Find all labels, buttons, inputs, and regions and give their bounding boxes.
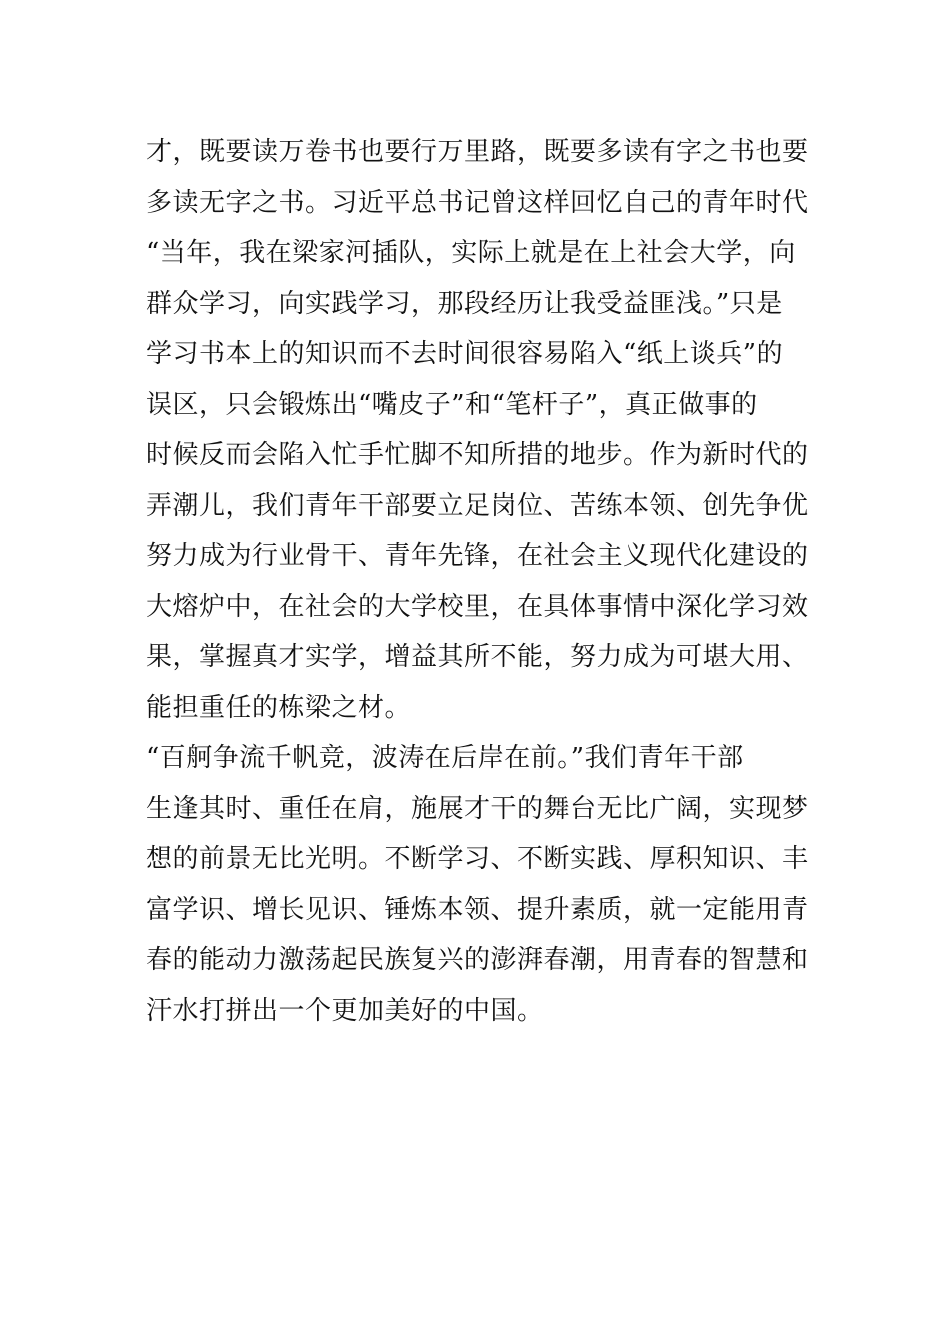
document-body — [146, 127, 809, 1036]
text-line: 果，掌握真才实学，增益其所不能，努力成为可堪大用、 — [146, 642, 809, 672]
text-line: 弄潮儿，我们青年干部要立足岗位、苦练本领、创先争优 — [146, 490, 809, 521]
text-line: 能担重任的栋梁之材。 — [146, 692, 412, 723]
text-line: 春的能动力激荡起民族复兴的澎湃春潮，用青春的智慧和 — [146, 945, 809, 975]
text-line: 汗水打拼出一个更加美好的中国。 — [146, 995, 544, 1026]
text-line: 误区，只会锻炼出“嘴皮子”和“笔杆子”，真正做事的 — [146, 389, 758, 420]
text-line: 大熔炉中，在社会的大学校里，在具体事情中深化学习效 — [146, 591, 809, 622]
text-line: 学习书本上的知识而不去时间很容易陷入“纸上谈兵”的 — [146, 339, 784, 369]
paragraph-1 — [146, 127, 809, 733]
text-line: “当年，我在梁家河插队，实际上就是在上社会大学，向 — [146, 238, 796, 268]
text-line: 努力成为行业骨干、青年先锋，在社会主义现代化建设的 — [146, 541, 809, 571]
text-line: 时候反而会陷入忙手忙脚不知所措的地步。作为新时代的 — [146, 440, 809, 470]
paragraph-2 — [146, 733, 809, 1036]
text-line: 才，既要读万卷书也要行万里路，既要多读有字之书也要 — [146, 137, 809, 167]
text-line: 富学识、增长见识、锤炼本领、提升素质，就一定能用青 — [146, 894, 809, 925]
text-line: 群众学习，向实践学习，那段经历让我受益匪浅。”只是 — [146, 288, 783, 319]
text-line: “百舸争流千帆竞，波涛在后岸在前。”我们青年干部 — [146, 743, 744, 773]
text-line: 多读无字之书。习近平总书记曾这样回忆自己的青年时代 — [146, 187, 809, 218]
text-line: 想的前景无比光明。不断学习、不断实践、厚积知识、丰 — [146, 844, 809, 874]
text-line: 生逢其时、重任在肩，施展才干的舞台无比广阔，实现梦 — [146, 793, 809, 824]
